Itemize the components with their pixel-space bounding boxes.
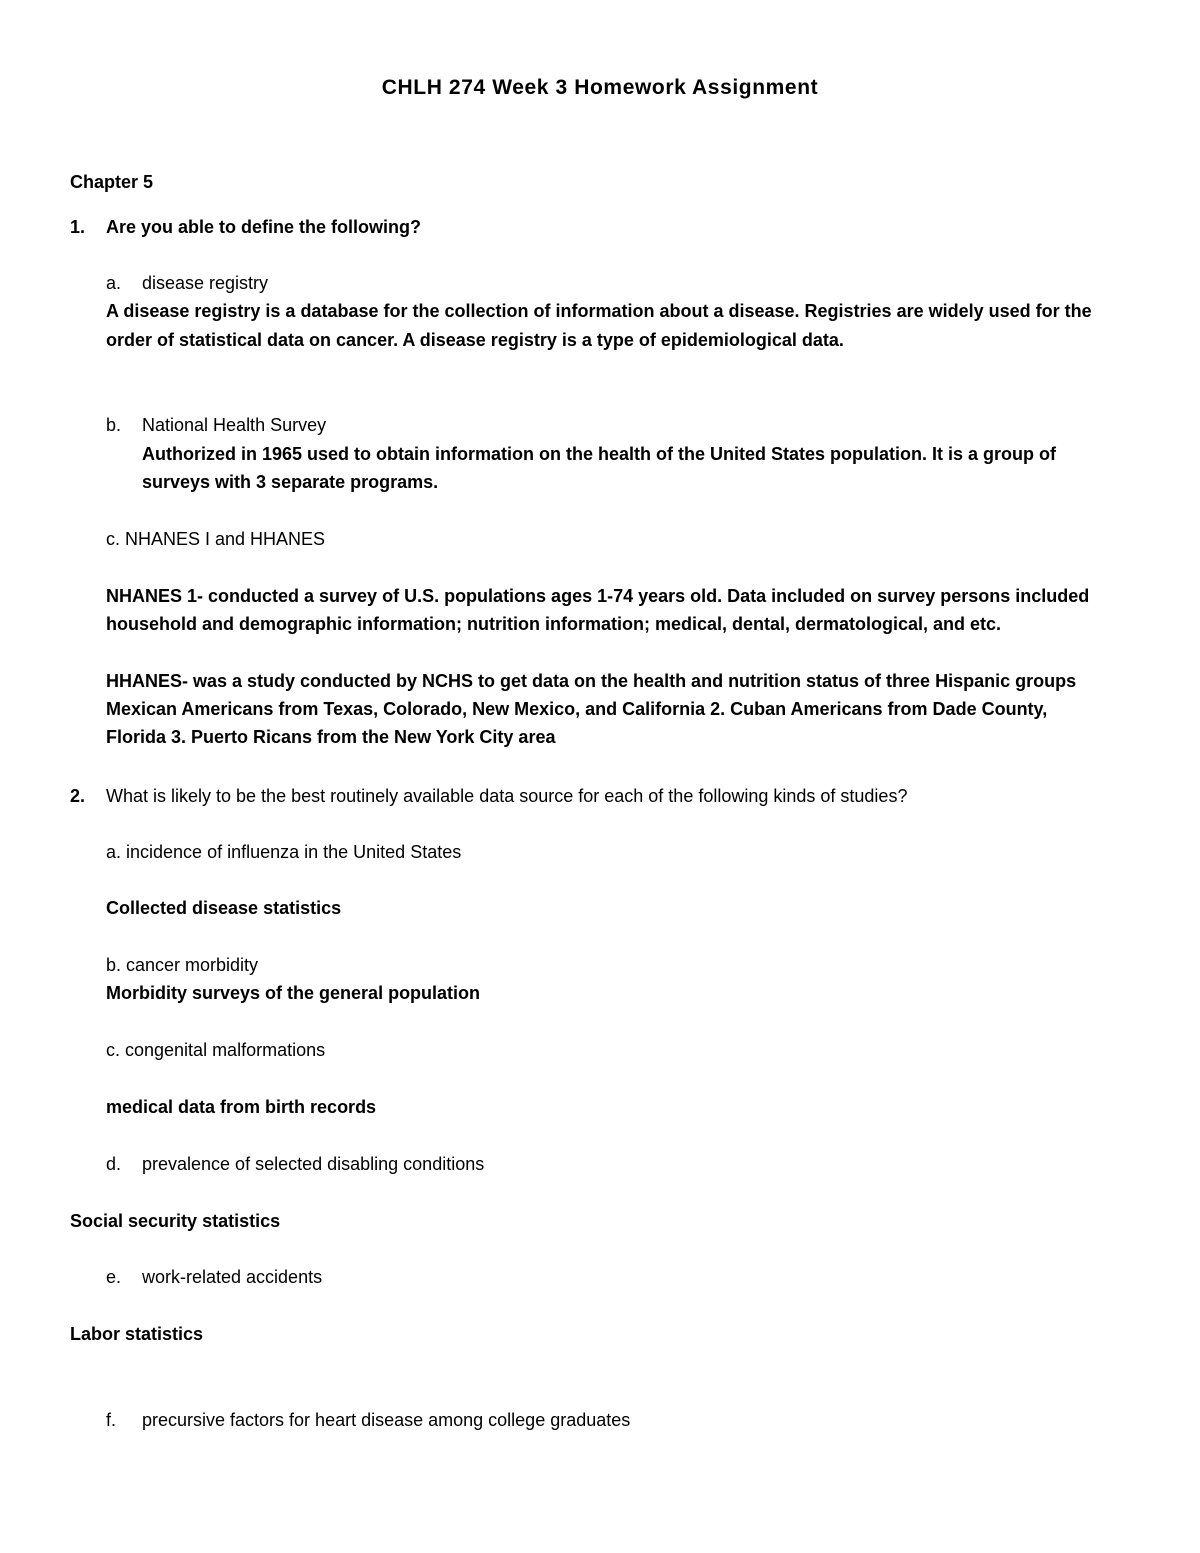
q1-a-answer-line-1: A disease registry is a database for the collection of information about a disease. Registries are widely used for the — [106, 301, 1092, 321]
nhanes-answer-line-1: NHANES 1- conducted a survey of U.S. populations ages 1-74 years old. Data included on survey persons included — [106, 586, 1090, 606]
q1-a-answer-line-2: order of statistical data on cancer. A disease registry is a type of epidemiological data. — [106, 330, 844, 350]
document-title: CHLH 274 Week 3 Homework Assignment — [381, 76, 819, 99]
q1-item-c-label: c. NHANES I and HHANES — [106, 529, 326, 549]
q2-item-f — [106, 1409, 630, 1431]
q1-item-b-marker: b. — [106, 415, 122, 435]
q2-item-c-answer: medical data from birth records — [106, 1097, 377, 1117]
q2-item-e-marker: e. — [106, 1267, 122, 1287]
q2-item-e-answer: Labor statistics — [70, 1324, 204, 1344]
q2-item-d — [106, 1153, 484, 1175]
q1-item-b-label: National Health Survey — [142, 415, 327, 435]
q2-item-b-label: b. cancer morbidity — [106, 955, 259, 975]
chapter-heading: Chapter 5 — [70, 172, 154, 192]
hhanes-answer-line-3: Florida 3. Puerto Ricans from the New York City area — [106, 727, 556, 747]
q2-item-b-answer: Morbidity surveys of the general population — [106, 983, 481, 1003]
q2-item-d-label: prevalence of selected disabling conditions — [142, 1154, 485, 1174]
q1-item-a-marker: a. — [106, 273, 122, 293]
question-2-number: 2. — [70, 786, 86, 806]
nhanes-answer-line-2: household and demographic information; nutrition information; medical, dental, dermatological, and etc. — [106, 614, 1002, 634]
question-1-number: 1. — [70, 217, 86, 237]
q2-item-e-label: work-related accidents — [142, 1267, 323, 1287]
q2-item-f-marker: f. — [106, 1410, 117, 1430]
q2-item-d-answer: Social security statistics — [70, 1211, 281, 1231]
hhanes-answer-line-2: Mexican Americans from Texas, Colorado, New Mexico, and California 2. Cuban Americans from Dade County, — [106, 699, 1048, 719]
question-2 — [70, 785, 907, 807]
q1-item-b — [106, 414, 326, 436]
q2-item-f-label: precursive factors for heart disease among college graduates — [142, 1410, 631, 1430]
q2-item-c-label: c. congenital malformations — [106, 1040, 326, 1060]
q2-item-e — [106, 1266, 322, 1288]
q1-b-answer-line-1: Authorized in 1965 used to obtain information on the health of the United States population. It is a group of — [142, 444, 1057, 464]
question-1 — [70, 216, 421, 238]
q2-item-d-marker: d. — [106, 1154, 122, 1174]
hhanes-answer-line-1: HHANES- was a study conducted by NCHS to get data on the health and nutrition status of three Hispanic groups — [106, 671, 1077, 691]
question-1-text: Are you able to define the following? — [106, 217, 422, 237]
question-2-text: What is likely to be the best routinely available data source for each of the following kinds of studies? — [106, 786, 908, 806]
q2-item-a-answer: Collected disease statistics — [106, 898, 342, 918]
q1-item-a — [106, 272, 268, 294]
q1-b-answer-line-2: surveys with 3 separate programs. — [142, 472, 439, 492]
q1-item-a-label: disease registry — [142, 273, 269, 293]
q2-item-a-label: a. incidence of influenza in the United States — [106, 842, 462, 862]
